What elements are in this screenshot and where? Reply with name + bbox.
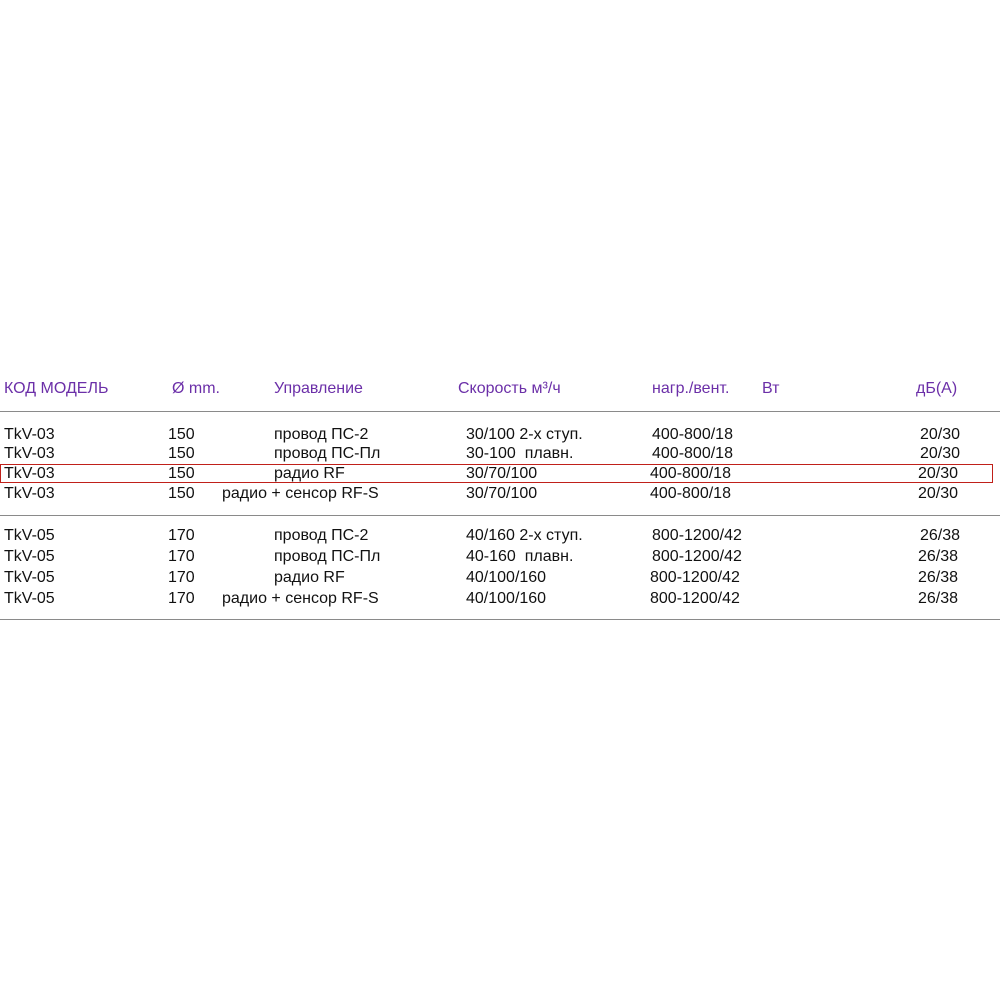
- header-load: нагр./вент.: [652, 380, 730, 397]
- cell-speed: 30/70/100: [466, 465, 538, 482]
- header-control: Управление: [274, 380, 363, 397]
- cell-model: TkV-03: [4, 465, 55, 482]
- cell-control: радио RF: [274, 569, 345, 586]
- table-row: [0, 589, 1000, 609]
- header-divider: [0, 411, 1000, 412]
- cell-speed: 40-160 плавн.: [466, 548, 574, 565]
- cell-speed: 30-100 плавн.: [466, 445, 574, 462]
- header-db: дБ(А): [916, 380, 958, 397]
- cell-db: 20/30: [918, 485, 959, 502]
- table-bottom-rule: [0, 619, 1000, 620]
- cell-control: радио + сенсор RF-S: [222, 485, 379, 502]
- cell-model: TkV-05: [4, 527, 55, 544]
- cell-control: радио RF: [274, 465, 345, 482]
- cell-diameter: 150: [168, 485, 195, 502]
- cell-speed: 40/160 2-х ступ.: [466, 527, 583, 544]
- table-row-highlighted: [0, 464, 1000, 484]
- header-speed: Скорость м³/ч: [458, 380, 561, 397]
- cell-diameter: 150: [168, 445, 195, 462]
- cell-diameter: 170: [168, 569, 195, 586]
- cell-load: 400-800/18: [650, 485, 731, 502]
- cell-control: радио + сенсор RF-S: [222, 590, 379, 607]
- cell-load: 400-800/18: [652, 426, 733, 443]
- cell-db: 26/38: [918, 548, 959, 565]
- cell-control: провод ПС-2: [274, 426, 369, 443]
- cell-load: 800-1200/42: [650, 590, 740, 607]
- cell-speed: 40/100/160: [466, 590, 547, 607]
- cell-model: TkV-05: [4, 590, 55, 607]
- cell-load: 800-1200/42: [652, 548, 742, 565]
- cell-load: 400-800/18: [652, 445, 733, 462]
- cell-diameter: 170: [168, 527, 195, 544]
- table-row: [0, 568, 1000, 588]
- cell-model: TkV-05: [4, 569, 55, 586]
- cell-diameter: 150: [168, 426, 195, 443]
- cell-diameter: 170: [168, 590, 195, 607]
- cell-db: 26/38: [920, 527, 961, 544]
- cell-load: 800-1200/42: [652, 527, 742, 544]
- header-watt: Вт: [762, 380, 780, 397]
- group-divider: [0, 515, 1000, 516]
- cell-control: провод ПС-Пл: [274, 548, 381, 565]
- cell-model: TkV-03: [4, 485, 55, 502]
- table-row: [0, 425, 1000, 445]
- cell-speed: 30/100 2-х ступ.: [466, 426, 583, 443]
- cell-model: TkV-03: [4, 445, 55, 462]
- cell-model: TkV-05: [4, 548, 55, 565]
- cell-speed: 30/70/100: [466, 485, 538, 502]
- header-model: КОД МОДЕЛЬ: [4, 380, 109, 397]
- table-row: [0, 444, 1000, 464]
- cell-control: провод ПС-2: [274, 527, 369, 544]
- cell-diameter: 150: [168, 465, 195, 482]
- cell-diameter: 170: [168, 548, 195, 565]
- cell-db: 20/30: [920, 445, 961, 462]
- table-row: [0, 526, 1000, 546]
- table-row: [0, 484, 1000, 504]
- cell-control: провод ПС-Пл: [274, 445, 381, 462]
- cell-db: 20/30: [918, 465, 959, 482]
- cell-speed: 40/100/160: [466, 569, 547, 586]
- cell-load: 800-1200/42: [650, 569, 740, 586]
- header-diameter: Ø mm.: [172, 380, 220, 397]
- cell-db: 26/38: [918, 590, 959, 607]
- cell-load: 400-800/18: [650, 465, 731, 482]
- cell-db: 20/30: [920, 426, 961, 443]
- cell-db: 26/38: [918, 569, 959, 586]
- cell-model: TkV-03: [4, 426, 55, 443]
- table-row: [0, 547, 1000, 567]
